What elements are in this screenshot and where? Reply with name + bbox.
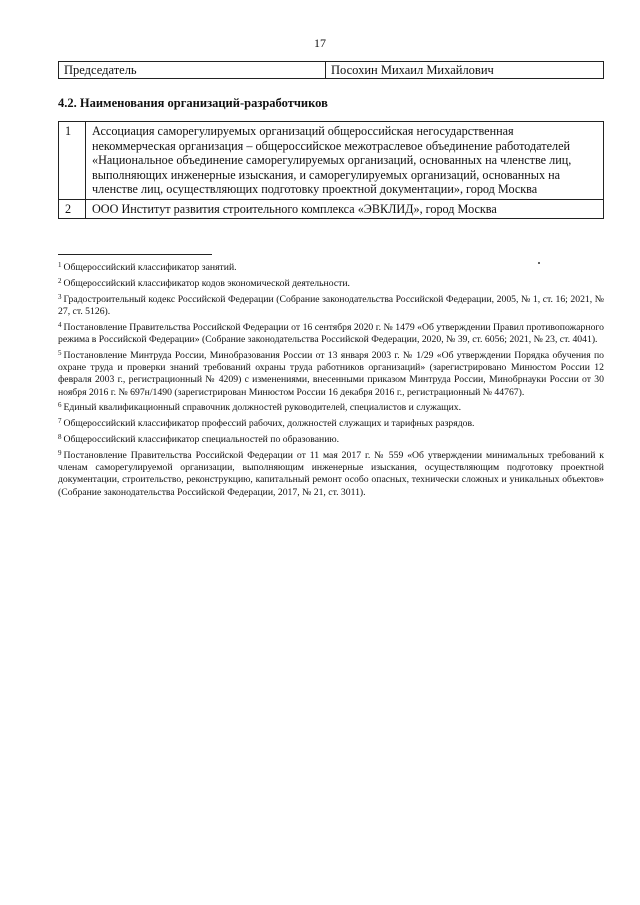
footnote-text: Общероссийский классификатор кодов экономической деятельности. (63, 277, 350, 289)
footnote-text: Постановление Правительства Российской Федерации от 16 сентября 2020 г. № 1479 «Об утверждении Правил противопожарного режима в Российской Федерации» (Собрание законодательства Российской Федерации, 2020, № 39, ст. 6056; 2021, № 23, ст. 4041). (58, 321, 604, 345)
footnote-marker: 8 (58, 433, 62, 442)
footnote-marker: 3 (58, 292, 62, 301)
footnote-marker: 7 (58, 417, 62, 426)
footnote-text: Постановление Правительства Российской Федерации от 11 мая 2017 г. № 559 «Об утверждении минимальных требований к членам саморегулируемой организации, выполняющим инженерные изыскания, осуществляющим подготовку проектной документации, строительство, реконструкцию, капитальный ремонт особо опасных, технически сложных и уникальных объектов» (Собрание законодательства Российской Федерации, 2017, № 21, ст. 3011). (58, 449, 604, 498)
footnote-marker: 5 (58, 348, 62, 357)
chair-name: Посохин Михаил Михайлович (326, 62, 604, 79)
footnote-text: Общероссийский классификатор специальностей по образованию. (63, 434, 340, 446)
footnote (58, 291, 604, 319)
footnote-text: Градостроительный кодекс Российской Федерации (Собрание законодательства Российской Федерации, 2005, № 1, ст. 16; 2021, № 27, ст. 5126). (58, 293, 604, 317)
table-row (59, 122, 604, 200)
footnote-text: Единый квалификационный справочник должностей руководителей, специалистов и служащих. (63, 402, 462, 414)
org-number: 2 (59, 199, 86, 219)
chair-label: Председатель (59, 62, 326, 79)
footnote-divider (58, 254, 212, 255)
footnote (58, 399, 604, 414)
footnote-marker: 4 (58, 320, 62, 329)
page-number: 17 (314, 36, 326, 50)
footnote-text: Постановление Минтруда России, Минобразования России от 13 января 2003 г. № 1/29 «Об утверждении Порядка обучения по охране труда и проверки знаний требований охраны труда работников организаций» (зарегистрировано Минюстом России 12 февраля 2003 г., регистрационный № 4209) с изменениями, внесенными приказом Минтруда России, Минобрнауки России от 30 ноября 2016 г. № 697н/1490 (зарегистрирован Минюстом России 16 декабря 2016 г., регистрационный № 44767). (58, 349, 604, 398)
footnote-text: Общероссийский классификатор профессий рабочих, должностей служащих и тарифных разрядов. (63, 418, 475, 430)
footnote (58, 431, 604, 446)
footnote-text: Общероссийский классификатор занятий. (63, 262, 237, 273)
footnote-marker: 9 (58, 448, 62, 457)
table-row (59, 62, 604, 79)
footnote (58, 275, 604, 290)
section-title: 4.2. Наименования организаций-разработчиков (58, 96, 328, 110)
footnotes (58, 259, 604, 500)
footnote (58, 447, 604, 499)
org-name: ООО Институт развития строительного комплекса «ЭВКЛИД», город Москва (86, 199, 604, 219)
organizations-table (58, 121, 604, 219)
table-row (59, 199, 604, 219)
org-number: 1 (59, 122, 86, 200)
footnote (58, 319, 604, 347)
footnote-marker: 6 (58, 401, 62, 410)
footnote-marker: 1 (58, 261, 62, 269)
footnote (58, 259, 604, 274)
footnote-marker: 2 (58, 276, 62, 285)
footnote (58, 415, 604, 430)
footnote (58, 347, 604, 399)
chair-table (58, 61, 604, 79)
org-name: Ассоциация саморегулируемых организаций общероссийская негосударственная некоммерческая организация – общероссийское межотраслевое объединение работодателей «Национальное объединение саморегулируемых организаций, основанных на членстве лиц, выполняющих инженерные изыскания, и саморегулируемых организаций, основанных на членстве лиц, осуществляющих подготовку проектной документации», город Москва (86, 122, 604, 200)
